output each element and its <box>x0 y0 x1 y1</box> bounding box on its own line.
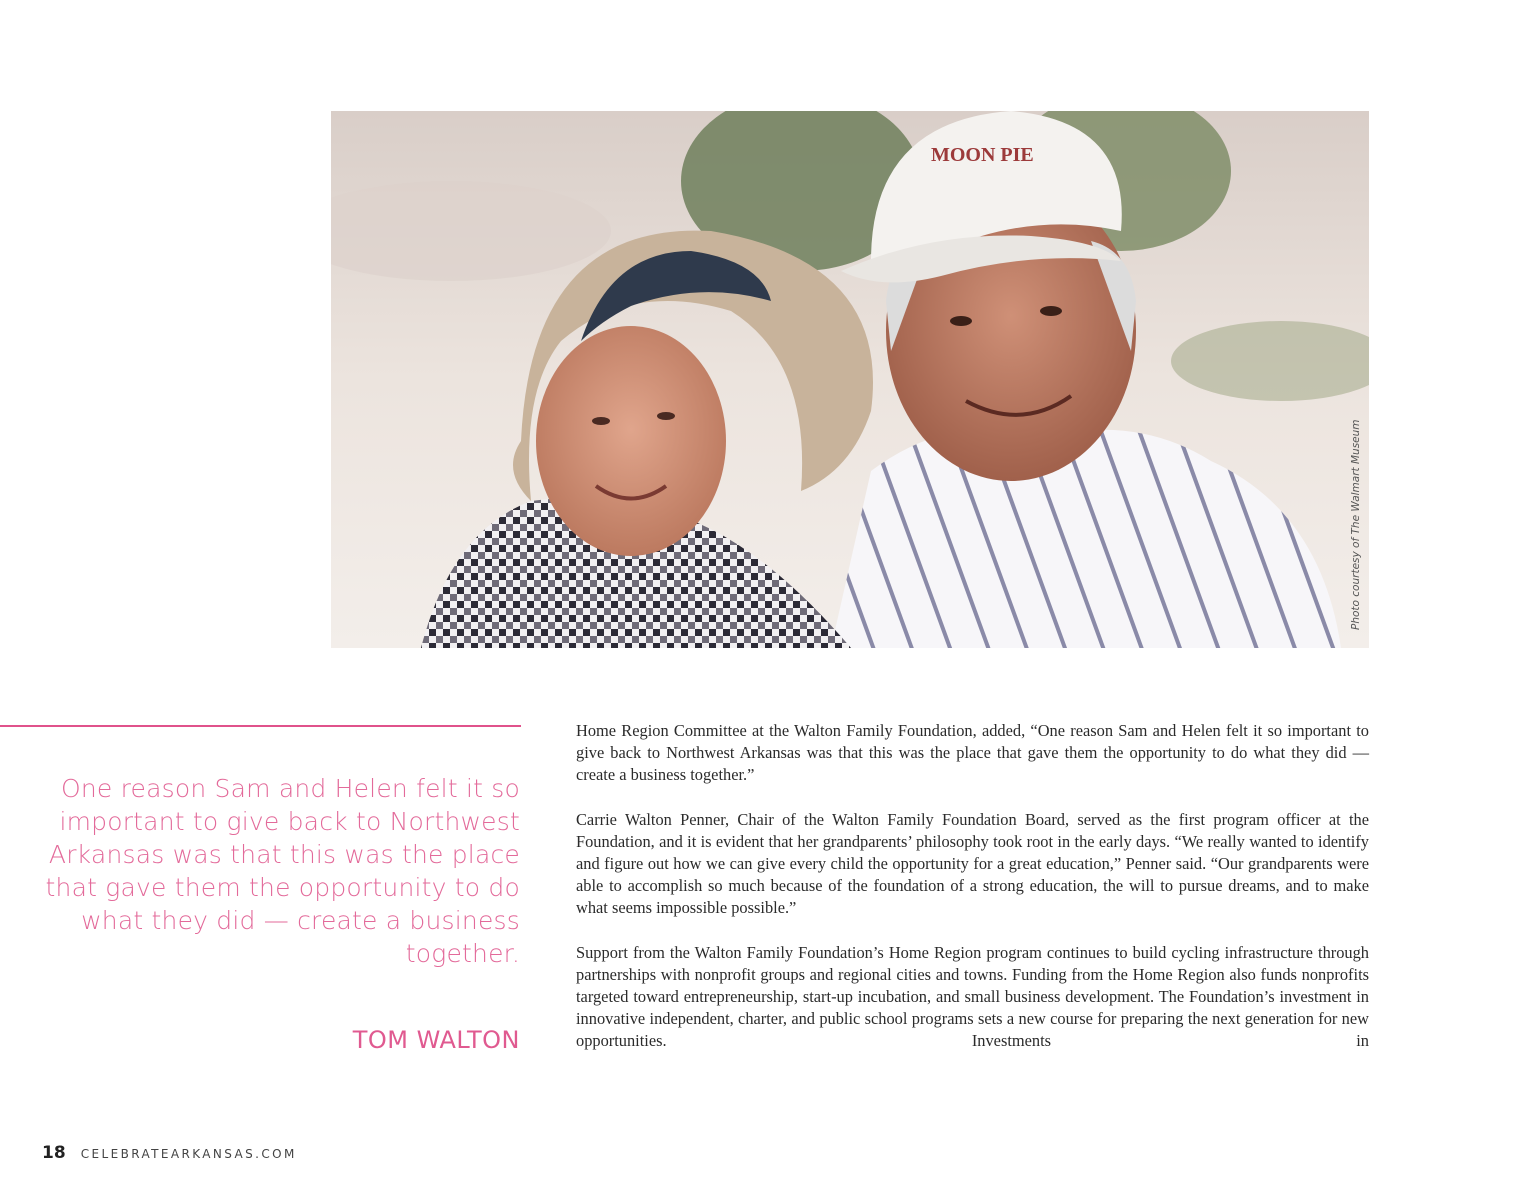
cap-logo-text: MOON PIE <box>931 144 1034 166</box>
feature-photo <box>331 111 1369 648</box>
article-paragraph: Carrie Walton Penner, Chair of the Walton Family Foundation Board, served as the first program officer at the Foundation, and it is evident that her grandparents’ philosophy took root in the early days. “We really wanted to identify and figure out how we can give every child the opportunity for a great education,” Penner said. “Our grandparents were able to accomplish so much because of the foundation of a strong education, the will to pursue dreams, and to make what seems impossible possible.” <box>576 809 1369 918</box>
page-number: 18 <box>42 1143 66 1163</box>
quote-attribution: TOM WALTON <box>352 1026 520 1054</box>
photo-illustration <box>331 111 1369 648</box>
accent-rule <box>0 725 521 727</box>
woman-face <box>536 326 726 556</box>
photo-credit: Photo courtesy of The Walmart Museum <box>1350 419 1362 630</box>
article-paragraph: Home Region Committee at the Walton Family Foundation, added, “One reason Sam and Helen felt it so important to give back to Northwest Arkansas was that this was the place that gave them the opportunity to do what they did — create a business together.” <box>576 721 1369 785</box>
article-paragraph: Support from the Walton Family Foundation’s Home Region program continues to build cycling infrastructure through partnerships with nonprofit groups and regional cities and towns. Funding from the Home Region also funds nonprofits targeted toward entrepreneurship, start-up incubation, and small business development. The Foundation’s investment in innovative independent, charter, and public school programs sets a new course for preparing the next generation for new opportunities. Investments in <box>576 942 1369 1051</box>
site-url: CELEBRATEARKANSAS.COM <box>80 1147 297 1161</box>
article-body <box>576 720 1369 1075</box>
page-footer <box>42 1143 297 1163</box>
pull-quote: One reason Sam and Helen felt it so important to give back to Northwest Arkansas was that this was the place that gave them the opportunity to do what they did — create a business together. <box>45 774 520 968</box>
